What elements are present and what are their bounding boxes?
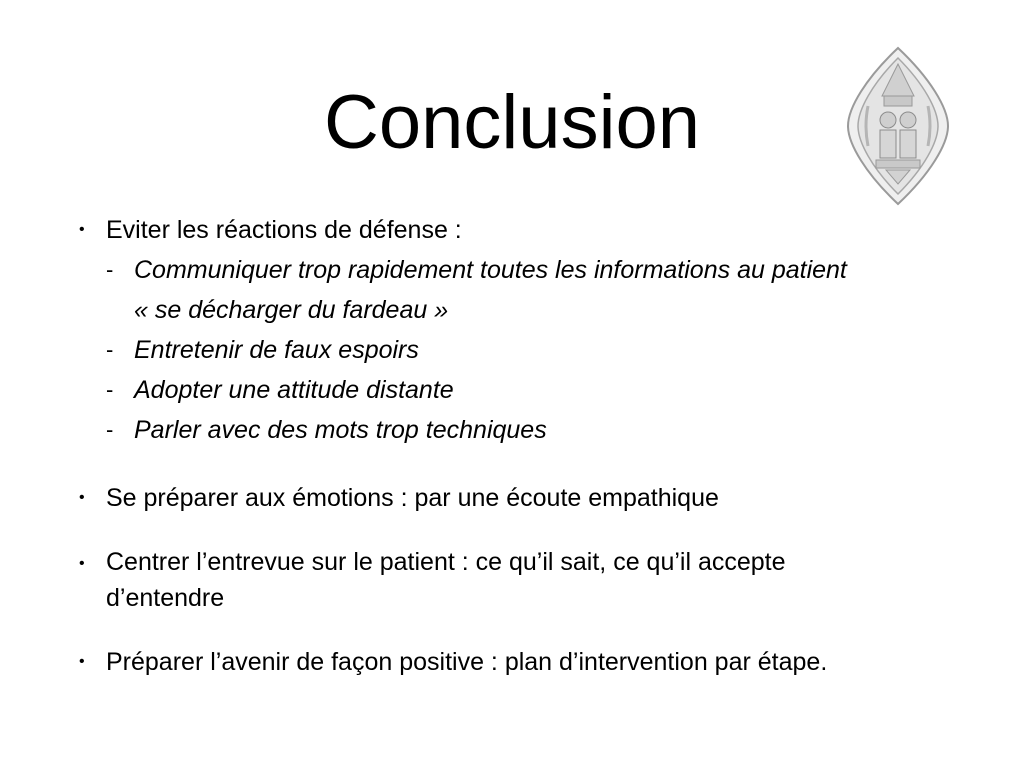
sub-item-text: Parler avec des mots trop techniques: [134, 416, 547, 444]
sub-item-text: Adopter une attitude distante: [134, 376, 454, 404]
bullet-dot: •: [79, 653, 85, 670]
dash-marker: -: [106, 377, 114, 402]
bullet-text: Se préparer aux émotions : par une écoute empathique: [106, 484, 719, 512]
bullet-text: Eviter les réactions de défense :: [106, 216, 462, 244]
bullet-dot: •: [79, 489, 85, 506]
bullet-item-emotions: [76, 478, 976, 518]
bullet-dot: •: [79, 555, 85, 572]
sub-item-text-line2: « se décharger du fardeau »: [134, 296, 449, 324]
sub-item-mots: [106, 410, 976, 450]
bullet-list: [76, 210, 976, 682]
sub-item-communiquer: [106, 250, 976, 330]
bullet-dot: •: [79, 221, 85, 238]
bullet-text: Préparer l’avenir de façon positive : plan d’intervention par étape.: [106, 648, 828, 676]
sub-item-text: Communiquer trop rapidement toutes les informations au patient: [134, 256, 847, 284]
slide-title: Conclusion: [324, 80, 700, 165]
sub-item-espoirs: [106, 330, 976, 370]
dash-marker: -: [106, 417, 114, 442]
sub-item-attitude: [106, 370, 976, 410]
dash-marker: -: [106, 257, 114, 282]
sub-list: [106, 250, 976, 450]
bullet-text: Centrer l’entrevue sur le patient : ce qu’il sait, ce qu’il accepte d’entendre: [106, 548, 786, 612]
dash-marker: -: [106, 337, 114, 362]
bullet-item-entrevue: [76, 544, 976, 616]
sub-item-text: Entretenir de faux espoirs: [134, 336, 419, 364]
bullet-item-avenir: [76, 642, 976, 682]
seal-icon: [846, 46, 950, 206]
bullet-item-defense: [76, 210, 976, 450]
